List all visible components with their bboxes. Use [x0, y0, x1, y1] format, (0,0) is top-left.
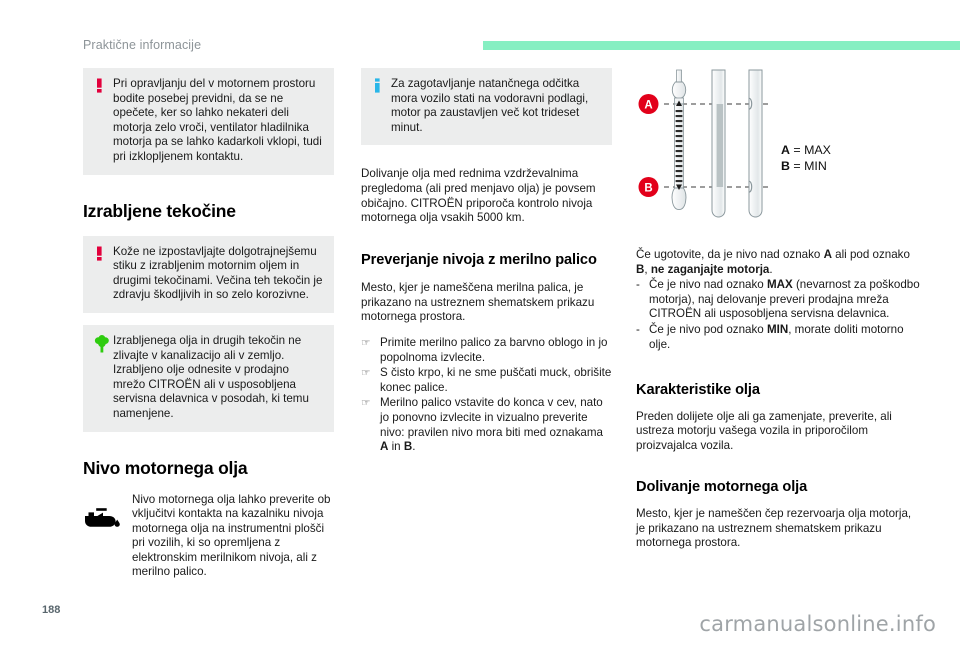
header-section-title: Praktične informacije [83, 38, 202, 52]
plain-text: Primite merilno palico za barvno oblogo in jo popolnoma izvlecite. [380, 336, 608, 364]
oil-level-note-row [83, 493, 334, 581]
pointing-hand-icon: ☞ [361, 397, 371, 410]
emphasis-text: A [380, 440, 389, 454]
plain-text: Merilno palico vstavite do konca v cev, nato jo ponovno izvlecite in vizualno preverite nivo: pravilen nivo mora biti med oznakama [380, 396, 603, 439]
page-number: 188 [42, 604, 61, 616]
emphasis-text: A [823, 248, 832, 261]
marker-b-label: B [644, 182, 653, 195]
level-items-list [636, 278, 921, 352]
warning-skin-callout [83, 236, 334, 313]
dipstick-intro: Mesto, kjer je nameščena merilna palica, je prikazano na ustreznem shematskem prikazu motornega prostora. [361, 281, 595, 324]
info-note-text: Za zagotavljanje natančnega odčitka mora vozilo stati na vodoravni podlagi, motor pa zaustavljen več kot trideset minut. [391, 77, 589, 134]
pointing-hand-icon: ☞ [361, 367, 371, 380]
dipstick-graduated [672, 70, 686, 210]
marker-a-label: A [644, 99, 653, 112]
left-column [83, 68, 334, 580]
info-icon [371, 77, 384, 98]
middle-column [361, 68, 612, 455]
dipstick-steps-list [361, 336, 612, 455]
dipstick-step-item [361, 336, 612, 365]
level-warning-paragraph [636, 248, 921, 277]
dipstick-notched [749, 70, 762, 217]
exclamation-icon [93, 77, 106, 98]
pointing-hand-icon: ☞ [361, 337, 371, 350]
plain-text: , [644, 262, 651, 276]
heading-oil-topup: Dolivanje motornega olja [636, 479, 808, 496]
page-header [0, 0, 960, 60]
header-green-rule [483, 41, 960, 50]
dipstick-step-text [380, 336, 612, 365]
eco-note-text: Izrabljenega olja in drugih tekočin ne zlivajte v kanalizacijo ali v zemljo. Izrabljeno olje odnesite v prodajno mrežo CITROËN ali v usposobljena servisna delavnica v posodah, ki temu namenjene. [113, 333, 309, 420]
level-item-text [649, 278, 921, 322]
oil-can-icon [83, 493, 123, 536]
dash-bullet-icon: - [636, 322, 640, 336]
plain-text: . [412, 440, 416, 454]
watermark: carmanualsonline.info [699, 612, 936, 636]
eco-note-callout [83, 325, 334, 432]
emphasis-text: MAX [766, 278, 793, 292]
tree-icon [93, 334, 106, 358]
plain-text: . [769, 262, 773, 276]
warning-hot-engine-text: Pri opravljanju del v motornem prostoru bodite posebej previdni, da se ne opečete, ker so lahko nekateri deli motorja zelo vroči, ventilator hladilnika motorja pa se lahko kadarkoli vklopi, tudi pri izklopljenem kontaktu. [113, 77, 322, 163]
dipstick-step-text [380, 396, 612, 454]
heading-oil-level: Nivo motornega olja [83, 457, 248, 478]
legend-a-label: A [781, 143, 790, 157]
marker-a [639, 94, 659, 114]
level-item [636, 323, 921, 352]
dipstick-step-item [361, 366, 612, 395]
oil-level-note-text: Nivo motornega olja lahko preverite ob vključitvi kontakta na kazalniku nivoja motornega olja na instrumentni plošči pri vozilih, ki so opremljena z elektronskim merilnikom nivoja, ali z merilno palico. [132, 492, 331, 579]
plain-text: Če ugotovite, da je nivo nad oznako [636, 248, 824, 261]
emphasis-text: B [636, 262, 645, 276]
plain-text: Če je nivo nad oznako [649, 278, 767, 292]
oil-spec-paragraph: Preden dolijete olje ali ga zamenjate, preverite, ali ustreza motorju vašega vozila in priporočilom proizvajalca vozila. [636, 409, 892, 452]
plain-text: , morate doliti motorno olje. [649, 322, 904, 351]
emphasis-text: ne zaganjajte motorja [650, 262, 770, 276]
heading-oil-spec: Karakteristike olja [636, 382, 760, 399]
plain-text: Če je nivo pod oznako [649, 322, 767, 336]
legend-b-label: B [781, 158, 790, 173]
right-column [636, 68, 921, 551]
dash-bullet-icon: - [636, 278, 640, 292]
plain-text: in [388, 440, 404, 454]
legend-b-value: = MIN [789, 158, 827, 173]
emphasis-text: MIN [766, 322, 789, 336]
marker-b [639, 177, 659, 197]
dipstick-oil-band [712, 70, 725, 217]
heading-used-fluids: Izrabljene tekočine [83, 200, 236, 221]
legend-a-value: = MAX [789, 143, 831, 157]
plain-text: ali pod oznako [831, 248, 910, 261]
dipstick-step-text [380, 366, 612, 395]
heading-dipstick-check: Preverjanje nivoja z merilno palico [361, 251, 597, 268]
plain-text: (nevarnost za poškodbo motorja), naj delovanje preveri prodajna mreža CITROËN ali usposobljena servisna delavnica. [649, 278, 920, 321]
legend-line-b [781, 159, 831, 175]
legend-line-a [781, 143, 831, 159]
info-note-callout [361, 68, 612, 145]
dipstick-diagram [636, 68, 921, 228]
figure-legend [781, 143, 831, 174]
dipstick-step-item [361, 396, 612, 454]
level-item [636, 278, 921, 322]
emphasis-text: B [403, 440, 413, 454]
warning-skin-text: Kože ne izpostavljajte dolgotrajnejšemu stiku z izrabljenim motornim oljem in drugimi tekočinami. Večina teh tekočin je zdravju škodljivih in so zelo korozivne. [113, 244, 323, 302]
topping-paragraph: Dolivanje olja med rednima vzdrževalnima pregledoma (ali pred menjavo olja) je povsem običajno. CITROËN priporoča kontrolo nivoja motornega olja vsakih 5000 km. [361, 167, 596, 225]
warning-hot-engine-callout [83, 68, 334, 175]
plain-text: S čisto krpo, ki ne sme puščati muck, obrišite konec palice. [380, 366, 612, 394]
exclamation-icon [93, 245, 106, 266]
oil-topup-paragraph: Mesto, kjer je nameščen čep rezervoarja olja motorja, je prikazano na ustreznem shematskem prikazu motornega prostora. [636, 506, 912, 550]
level-item-text [649, 323, 921, 352]
